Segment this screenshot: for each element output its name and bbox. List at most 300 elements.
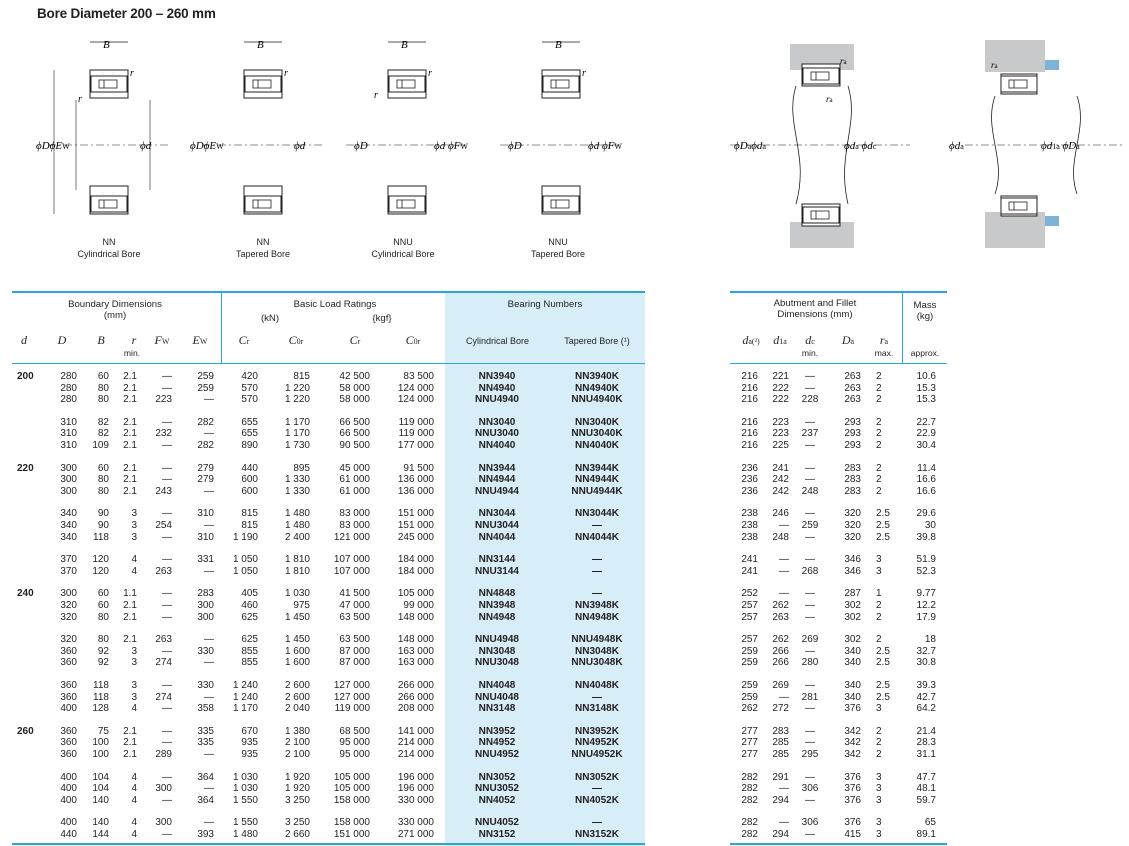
table-cell: 2	[876, 416, 882, 428]
table-cell: 3 250	[284, 817, 310, 829]
table-cell: 232	[155, 428, 172, 440]
table-cell: 196 000	[397, 771, 434, 783]
table-cell: 283	[197, 588, 214, 600]
table-cell: —	[162, 725, 172, 737]
table-cell: 279	[197, 474, 214, 486]
table-row	[0, 795, 1129, 807]
table-cell: 4	[131, 565, 137, 577]
table-cell: 340	[844, 680, 861, 691]
table-cell: NN3048	[478, 645, 516, 657]
table-cell: —	[805, 416, 815, 428]
table-cell: 216	[741, 440, 758, 451]
table-cell: 2 600	[284, 680, 310, 691]
table-cell: —	[162, 771, 172, 783]
table-cell: 655	[241, 428, 258, 440]
table-cell: 2.1	[123, 749, 137, 760]
table-cell: 1 190	[232, 531, 258, 543]
table-cell: 360	[60, 749, 77, 760]
table-cell: 144	[92, 829, 109, 840]
table-cell: 61 000	[339, 474, 370, 486]
table-cell: 2 660	[284, 829, 310, 840]
table-cell: 151 000	[333, 829, 370, 840]
table-cell: 259	[741, 691, 758, 703]
table-cell: NN3040	[478, 416, 516, 428]
table-cell: 196 000	[397, 783, 434, 795]
table-cell: NN4040K	[575, 440, 619, 451]
table-cell: 625	[241, 611, 258, 623]
table-cell: 2.1	[123, 611, 137, 623]
table-cell: 376	[844, 771, 861, 783]
table-cell: —	[779, 691, 789, 703]
table-cell: NNU3040	[475, 428, 519, 440]
table-row	[0, 692, 1129, 704]
table-cell: 66 500	[339, 416, 370, 428]
table-cell: —	[162, 794, 172, 806]
sym-d1a: d1a	[773, 333, 787, 347]
table-cell: NN3952K	[575, 725, 619, 737]
table-cell: 246	[772, 508, 789, 520]
table-cell: 90 500	[339, 440, 370, 451]
table-cell: 285	[772, 749, 789, 760]
table-cell: 30.4	[916, 440, 936, 451]
diagram-nn-cylindrical	[36, 39, 168, 214]
table-row	[0, 588, 1129, 600]
table-cell: 184 000	[397, 565, 434, 577]
table-cell: NNU4944	[475, 485, 519, 497]
sym-fw: FW	[154, 333, 170, 347]
table-cell: 216	[741, 394, 758, 406]
table-cell: 364	[197, 794, 214, 806]
table-cell: 400	[60, 771, 77, 783]
table-cell: 340	[60, 520, 77, 531]
sym-approx: approx.	[910, 348, 940, 358]
table-cell: 2.5	[876, 657, 890, 669]
table-cell: —	[805, 645, 815, 657]
table-cell: 259	[741, 645, 758, 657]
table-cell: 302	[844, 611, 861, 623]
bore-d: 220	[17, 462, 34, 474]
table-cell: 68 500	[339, 725, 370, 737]
table-cell: 2.1	[123, 600, 137, 611]
table-cell: 30.8	[916, 657, 936, 669]
table-cell: 120	[92, 565, 109, 577]
header-abut: Abutment and Fillet Dimensions (mm)	[773, 298, 857, 320]
table-cell: —	[162, 554, 172, 566]
table-cell: 118	[93, 691, 109, 703]
table-cell: 310	[60, 428, 77, 440]
table-cell: 302	[844, 634, 861, 646]
table-cell: 2.1	[123, 634, 137, 646]
table-cell: —	[162, 474, 172, 486]
table-cell: 4	[131, 829, 137, 840]
table-cell: 1 480	[284, 508, 310, 520]
table-cell: 1 030	[232, 783, 258, 795]
table-cell: 420	[241, 371, 258, 382]
table-cell: 340	[844, 645, 861, 657]
table-cell: —	[204, 691, 214, 703]
table-cell: 346	[844, 565, 861, 577]
table-cell: 2.5	[876, 520, 890, 531]
table-cell: 158 000	[333, 794, 370, 806]
table-cell: —	[592, 691, 602, 703]
table-cell: 855	[241, 657, 258, 669]
sym-cr-kgf: Cr	[349, 333, 361, 347]
table-cell: 1 600	[284, 645, 310, 657]
svg-text:ϕd1a ϕDa: ϕd1a ϕDa	[1041, 140, 1080, 152]
table-cell: 274	[155, 657, 172, 669]
table-cell: 1 450	[284, 634, 310, 646]
table-cell: NN3048K	[575, 645, 619, 657]
table-cell: 2	[876, 474, 882, 486]
svg-text:ra: ra	[840, 56, 847, 66]
table-cell: 29.6	[916, 508, 936, 520]
table-cell: 52.3	[916, 565, 936, 577]
table-cell: 2.1	[123, 394, 137, 406]
table-cell: 83 500	[403, 371, 434, 382]
table-cell: 2.1	[123, 737, 137, 749]
table-cell: NN3952	[478, 725, 516, 737]
table-cell: 61 000	[339, 485, 370, 497]
table-cell: NN3044K	[575, 508, 619, 520]
table-cell: 287	[844, 588, 861, 600]
table-cell: 259	[197, 371, 214, 382]
table-cell: 221	[772, 371, 789, 382]
table-cell: —	[805, 600, 815, 611]
table-cell: 48.1	[916, 783, 936, 795]
table-cell: 670	[241, 725, 258, 737]
table-cell: NN4944	[478, 474, 516, 486]
table-cell: 1 810	[284, 554, 310, 566]
table-cell: 47.7	[916, 771, 936, 783]
table-row	[0, 680, 1129, 692]
table-cell: 242	[772, 485, 789, 497]
svg-text:r: r	[78, 94, 82, 105]
table-cell: 293	[844, 416, 861, 428]
table-cell: 262	[772, 634, 789, 646]
table-row	[0, 737, 1129, 749]
table-cell: 282	[741, 817, 758, 829]
header-rule-left	[12, 363, 645, 364]
table-cell: 440	[241, 462, 258, 474]
table-cell: 346	[844, 554, 861, 566]
table-row	[0, 772, 1129, 784]
table-cell: —	[204, 520, 214, 531]
table-cell: 80	[97, 634, 109, 646]
table-cell: 18	[924, 634, 936, 646]
table-cell: 570	[241, 382, 258, 394]
table-cell: NN3944	[478, 462, 516, 474]
table-cell: 242	[772, 474, 789, 486]
table-cell: 1 480	[284, 520, 310, 531]
table-cell: 268	[801, 565, 819, 577]
table-cell: 335	[197, 737, 214, 749]
table-cell: 30	[924, 520, 936, 531]
table-cell: 80	[97, 382, 109, 394]
table-cell: 208 000	[397, 703, 434, 715]
table-row	[0, 428, 1129, 440]
table-cell: 259	[741, 680, 758, 691]
table-row	[0, 726, 1129, 738]
table-cell: 216	[741, 428, 758, 440]
diagram-nn-tapered	[190, 39, 322, 214]
table-cell: NN3052	[478, 771, 516, 783]
table-cell: 342	[844, 749, 861, 760]
table-cell: 3	[876, 771, 882, 783]
sym-d: d	[21, 333, 27, 347]
table-cell: —	[592, 588, 602, 600]
table-cell: 2.5	[876, 680, 890, 691]
header-kn: (kN)	[260, 313, 280, 324]
table-cell: —	[779, 554, 789, 566]
diagram-nnu-tapered	[500, 39, 622, 214]
svg-text:ϕDϕEW: ϕDϕEW	[190, 140, 224, 152]
diagram-mounting-cylindrical	[730, 44, 910, 248]
table-row	[0, 532, 1129, 544]
sym-r-min: min.	[123, 348, 141, 358]
table-cell: 895	[293, 462, 310, 474]
table-cell: 285	[772, 737, 789, 749]
table-cell: 2	[876, 611, 882, 623]
table-cell: —	[162, 371, 172, 382]
table-cell: 121 000	[333, 531, 370, 543]
table-cell: 376	[844, 817, 861, 829]
table-cell: 2.1	[123, 416, 137, 428]
table-cell: 320	[844, 520, 861, 531]
table-cell: 28.3	[916, 737, 936, 749]
table-cell: 41 500	[339, 588, 370, 600]
sym-ra: ra	[879, 333, 889, 347]
table-cell: 4	[131, 783, 137, 795]
table-cell: 252	[741, 588, 758, 600]
svg-text:B: B	[257, 39, 264, 51]
table-cell: 59.7	[916, 794, 936, 806]
table-cell: —	[204, 783, 214, 795]
table-cell: 248	[801, 485, 819, 497]
table-cell: 15.3	[916, 394, 936, 406]
table-cell: 257	[741, 611, 758, 623]
table-cell: —	[805, 771, 815, 783]
table-cell: 360	[60, 645, 77, 657]
table-cell: 89.1	[916, 829, 936, 840]
table-cell: 300	[155, 783, 172, 795]
table-cell: 2 100	[284, 749, 310, 760]
table-cell: 119 000	[398, 416, 434, 428]
table-cell: 400	[60, 703, 77, 715]
table-cell: NNU4940	[475, 394, 519, 406]
table-cell: 935	[241, 749, 258, 760]
sym-cor-kgf: C0r	[405, 333, 421, 347]
svg-text:r: r	[582, 68, 586, 79]
table-cell: 300	[60, 588, 77, 600]
table-cell: 128	[92, 703, 109, 715]
table-cell: 1 600	[284, 657, 310, 669]
table-cell: 2	[876, 749, 882, 760]
top-rule-right	[730, 291, 947, 293]
table-cell: 320	[60, 634, 77, 646]
table-cell: 87 000	[339, 645, 370, 657]
table-row	[0, 463, 1129, 475]
table-cell: 163 000	[397, 657, 434, 669]
table-cell: —	[805, 508, 815, 520]
table-cell: 105 000	[397, 588, 434, 600]
table-cell: 3	[876, 565, 882, 577]
table-cell: 243	[155, 485, 172, 497]
table-cell: 1 170	[284, 416, 310, 428]
sym-ra-max: max.	[874, 348, 894, 358]
table-cell: NN3040K	[575, 416, 619, 428]
table-row	[0, 486, 1129, 498]
table-row	[0, 394, 1129, 406]
table-cell: NN4052K	[575, 794, 619, 806]
table-cell: 118	[93, 680, 109, 691]
table-cell: —	[805, 382, 815, 394]
table-cell: 291	[772, 771, 789, 783]
table-cell: 2.5	[876, 531, 890, 543]
table-row	[0, 520, 1129, 532]
table-cell: —	[805, 462, 815, 474]
table-cell: 241	[772, 462, 789, 474]
table-cell: 92	[97, 645, 109, 657]
table-cell: —	[162, 382, 172, 394]
table-cell: —	[805, 703, 815, 715]
svg-text:r: r	[374, 90, 378, 101]
table-cell: 107 000	[333, 554, 370, 566]
svg-text:ϕDϕEW: ϕDϕEW	[36, 140, 70, 152]
table-cell: 42 500	[339, 371, 370, 382]
table-cell: NN3052K	[575, 771, 619, 783]
table-cell: —	[805, 554, 815, 566]
table-cell: 4	[131, 794, 137, 806]
table-cell: 124 000	[397, 394, 434, 406]
table-cell: 216	[741, 416, 758, 428]
table-cell: 266	[772, 657, 789, 669]
table-cell: 277	[741, 749, 758, 760]
svg-text:ϕD: ϕD	[354, 140, 368, 152]
table-cell: 248	[772, 531, 789, 543]
table-cell: 262	[772, 600, 789, 611]
table-cell: 310	[197, 531, 214, 543]
table-cell: 109	[92, 440, 109, 451]
table-cell: 3	[131, 531, 137, 543]
table-row	[0, 783, 1129, 795]
table-cell: 1 550	[232, 817, 258, 829]
table-cell: 2.5	[876, 508, 890, 520]
bore-d: 200	[17, 371, 34, 382]
table-cell: 280	[60, 382, 77, 394]
table-cell: NNU4944K	[571, 485, 623, 497]
svg-text:r: r	[284, 68, 288, 79]
table-cell: 216	[741, 371, 758, 382]
table-cell: 80	[97, 611, 109, 623]
table-row	[0, 383, 1129, 395]
svg-text:ϕd ϕFW: ϕd ϕFW	[588, 140, 622, 152]
table-cell: NN4952	[478, 737, 516, 749]
svg-text:B: B	[103, 39, 110, 51]
table-row	[0, 371, 1129, 383]
table-cell: 82	[97, 416, 109, 428]
table-cell: 2.1	[123, 485, 137, 497]
table-cell: 87 000	[339, 657, 370, 669]
table-cell: 82	[97, 428, 109, 440]
table-cell: 58 000	[339, 382, 370, 394]
sym-dc: dc	[805, 333, 815, 347]
table-cell: —	[162, 645, 172, 657]
table-cell: 222	[772, 394, 789, 406]
table-cell: 274	[155, 691, 172, 703]
table-cell: 266	[772, 645, 789, 657]
table-cell: 222	[772, 382, 789, 394]
table-cell: NN3148K	[575, 703, 619, 715]
table-cell: —	[204, 485, 214, 497]
header-bearing: Bearing Numbers	[507, 299, 583, 310]
table-cell: 340	[844, 691, 861, 703]
table-cell: 105 000	[333, 783, 370, 795]
table-row	[0, 474, 1129, 486]
table-cell: 1 240	[232, 680, 258, 691]
table-cell: 1 170	[284, 428, 310, 440]
table-cell: 600	[241, 485, 258, 497]
top-rule-left	[12, 291, 645, 293]
table-cell: 277	[741, 725, 758, 737]
table-cell: 263	[844, 394, 861, 406]
table-cell: 282	[741, 794, 758, 806]
table-row	[0, 612, 1129, 624]
table-cell: 1 220	[284, 394, 310, 406]
bottom-rule-left	[12, 843, 645, 845]
table-cell: 21.4	[916, 725, 936, 737]
table-cell: 80	[97, 485, 109, 497]
table-cell: 1 920	[284, 783, 310, 795]
table-cell: 1 730	[284, 440, 310, 451]
table-cell: —	[805, 794, 815, 806]
table-cell: 236	[741, 474, 758, 486]
table-cell: 263	[844, 382, 861, 394]
table-cell: 1 480	[232, 829, 258, 840]
table-cell: 282	[741, 771, 758, 783]
table-cell: 272	[772, 703, 789, 715]
table-cell: 9.77	[916, 588, 936, 600]
table-cell: 282	[741, 829, 758, 840]
table-cell: 815	[293, 371, 310, 382]
table-cell: —	[204, 817, 214, 829]
table-cell: —	[805, 725, 815, 737]
table-cell: 236	[741, 485, 758, 497]
table-cell: 300	[197, 611, 214, 623]
table-cell: 294	[772, 829, 789, 840]
table-cell: 2	[876, 485, 882, 497]
table-cell: 259	[197, 382, 214, 394]
table-cell: NNU3048K	[571, 657, 623, 669]
table-cell: 1.1	[123, 588, 137, 600]
table-cell: NN4044	[478, 531, 516, 543]
table-cell: 2	[876, 394, 882, 406]
table-cell: NNU3040K	[571, 428, 623, 440]
table-cell: 975	[293, 600, 310, 611]
table-cell: NNU4048	[475, 691, 519, 703]
table-cell: 358	[197, 703, 214, 715]
table-cell: 263	[772, 611, 789, 623]
table-cell: 360	[60, 657, 77, 669]
table-cell: 16.6	[916, 474, 936, 486]
table-cell: 370	[60, 565, 77, 577]
table-cell: 1 810	[284, 565, 310, 577]
table-cell: 815	[241, 508, 258, 520]
table-cell: 269	[772, 680, 789, 691]
table-cell: 3	[131, 680, 137, 691]
table-cell: —	[779, 817, 789, 829]
table-cell: 306	[801, 817, 819, 829]
table-cell: 2	[876, 382, 882, 394]
